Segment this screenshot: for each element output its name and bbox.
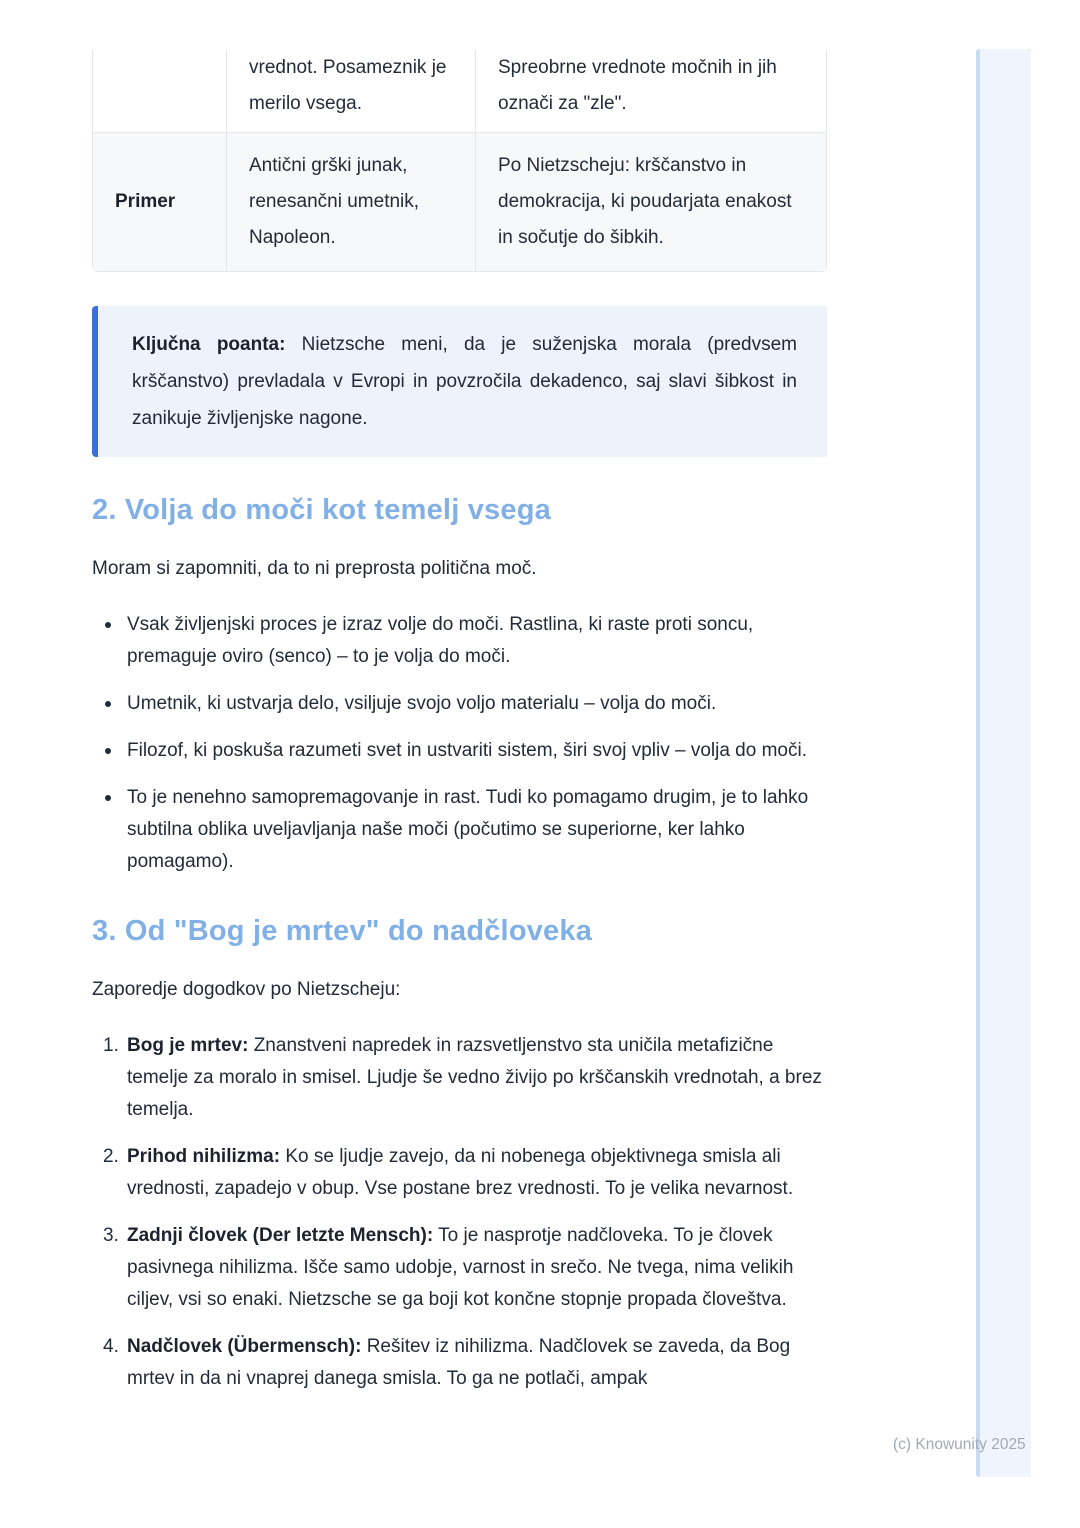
callout-label: Ključna poanta: xyxy=(132,334,286,355)
list-item-number: 2. xyxy=(103,1146,119,1167)
bullet-icon xyxy=(105,701,111,707)
section-heading-volja-do-moci: 2. Volja do moči kot temelj vsega xyxy=(92,494,551,526)
list-item xyxy=(105,1220,827,1316)
list-item-text: Rešitev iz nihilizma. Nadčlovek se zaveda, da Bog mrtev in da ni vnaprej danega smisla. To ga ne potlači, ampak xyxy=(127,1336,791,1389)
list-item-number: 1. xyxy=(103,1035,119,1056)
table-cell-text: Po Nietzscheju: krščanstvo in demokracija, ki poudarjata enakost in sočutje do šibkih. xyxy=(498,155,792,248)
table-cell-header xyxy=(93,133,227,271)
page-edge-strip xyxy=(976,49,1031,1477)
list-item-text: Filozof, ki poskuša razumeti svet in ustvariti sistem, širi svoj vpliv – volja do moči. xyxy=(127,740,807,761)
list-item xyxy=(105,782,827,878)
table-cell-text: Primer xyxy=(115,191,176,212)
list-item xyxy=(105,1030,827,1126)
comparison-table xyxy=(92,50,827,272)
table-cell xyxy=(476,50,826,132)
list-item-label: Prihod nihilizma: xyxy=(127,1146,281,1167)
list-item xyxy=(105,688,827,720)
table-cell-header xyxy=(93,50,227,132)
section2-intro: Moram si zapomniti, da to ni preprosta politična moč. xyxy=(92,558,537,579)
table-cell-text: vrednot. Posameznik je merilo vsega. xyxy=(249,57,447,114)
key-point-callout xyxy=(92,306,827,457)
list-item-label: Zadnji človek (Der letzte Mensch): xyxy=(127,1225,434,1246)
section3-numbered-list xyxy=(92,1030,827,1395)
list-item xyxy=(105,1331,827,1395)
list-item-number: 4. xyxy=(103,1336,119,1357)
list-item-label: Bog je mrtev: xyxy=(127,1035,249,1056)
list-item xyxy=(105,1141,827,1205)
table-cell xyxy=(227,50,476,132)
table-row xyxy=(93,50,826,133)
section2-bullet-list xyxy=(92,609,827,878)
bullet-icon xyxy=(105,748,111,754)
section-heading-bog-je-mrtev: 3. Od "Bog je mrtev" do nadčloveka xyxy=(92,915,593,947)
table-cell xyxy=(476,133,826,271)
section3-intro: Zaporedje dogodkov po Nietzscheju: xyxy=(92,979,401,1000)
list-item xyxy=(105,735,827,767)
table-row xyxy=(93,133,826,271)
document-page xyxy=(92,0,827,1410)
list-item-text: Ko se ljudje zavejo, da ni nobenega objektivnega smisla ali vrednosti, zapadejo v obup. Vse postane brez vrednosti. To je velika nevarnost. xyxy=(127,1146,794,1199)
bullet-icon xyxy=(105,622,111,628)
bullet-icon xyxy=(105,795,111,801)
callout-text: Nietzsche meni, da je suženjska morala (predvsem krščanstvo) prevladala v Evropi in povzročila dekadenco, saj slavi šibkost in zanikuje življenjske nagone. xyxy=(132,334,798,429)
list-item-label: Nadčlovek (Übermensch): xyxy=(127,1336,362,1357)
list-item xyxy=(105,609,827,673)
copyright-watermark: (c) Knowunity 2025 xyxy=(893,1436,1026,1453)
list-item-text: To je nenehno samopremagovanje in rast. Tudi ko pomagamo drugim, je to lahko subtilna oblika uveljavljanja naše moči (počutimo se superiorne, ker lahko pomagamo). xyxy=(127,787,809,872)
list-item-text: Umetnik, ki ustvarja delo, vsiljuje svojo voljo materialu – volja do moči. xyxy=(127,693,717,714)
list-item-number: 3. xyxy=(103,1225,119,1246)
table-cell-text: Spreobrne vrednote močnih in jih označi za "zle". xyxy=(498,57,777,114)
list-item-text: To je nasprotje nadčloveka. To je človek pasivnega nihilizma. Išče samo udobje, varnost in srečo. Ne tvega, nima velikih ciljev, vsi so enaki. Nietzsche se ga boji kot končne stopnje propada človeštva. xyxy=(127,1225,794,1310)
list-item-text: Vsak življenjski proces je izraz volje do moči. Rastlina, ki raste proti soncu, premaguje oviro (senco) – to je volja do moči. xyxy=(127,614,754,667)
list-item-text: Znanstveni napredek in razsvetljenstvo sta uničila metafizične temelje za moralo in smisel. Ljudje še vedno živijo po krščanskih vrednotah, a brez temelja. xyxy=(127,1035,822,1120)
table-cell xyxy=(227,133,476,271)
table-cell-text: Antični grški junak, renesančni umetnik, Napoleon. xyxy=(249,155,420,248)
